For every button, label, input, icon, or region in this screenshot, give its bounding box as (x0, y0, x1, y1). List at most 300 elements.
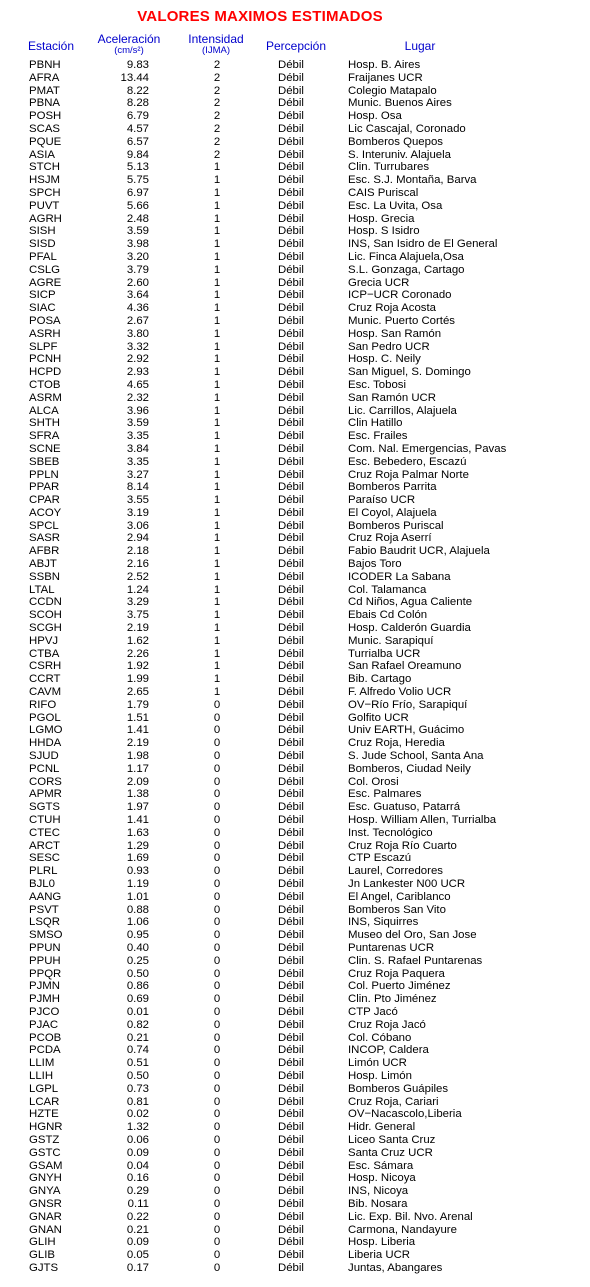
location-name: Hosp. Nicoya (348, 1172, 416, 1185)
station-code: GNYH (29, 1172, 62, 1185)
intensity-value: 0 (213, 903, 221, 916)
table-row (0, 417, 590, 430)
table-row (0, 481, 590, 494)
perception-value: Débil (278, 980, 304, 993)
acceleration-value: 4.36 (126, 302, 149, 315)
intensity-value: 1 (213, 225, 221, 238)
perception-value: Débil (278, 186, 304, 199)
station-code: PCNL (29, 762, 60, 775)
table-row (0, 225, 590, 238)
station-code: HGNR (29, 1121, 63, 1134)
intensity-value: 0 (213, 1223, 221, 1236)
perception-value: Débil (278, 1197, 304, 1210)
location-name: INS, San Isidro de El General (348, 238, 498, 251)
perception-value: Débil (278, 1210, 304, 1223)
page-title: VALORES MAXIMOS ESTIMADOS (137, 8, 383, 25)
intensity-value: 1 (213, 199, 221, 212)
acceleration-value: 2.09 (126, 775, 149, 788)
acceleration-value: 0.95 (126, 929, 149, 942)
location-name: ICP−UCR Coronado (348, 289, 452, 302)
station-code: SCAS (29, 122, 61, 135)
table-row (0, 1134, 590, 1147)
perception-value: Débil (278, 494, 304, 507)
station-code: SSBN (29, 570, 61, 583)
acceleration-value: 0.74 (126, 1044, 149, 1057)
table-row (0, 187, 590, 200)
perception-value: Débil (278, 263, 304, 276)
table-row (0, 545, 590, 558)
intensity-value: 1 (213, 570, 221, 583)
acceleration-value: 1.98 (126, 750, 149, 763)
station-code: GSAM (29, 1159, 63, 1172)
intensity-value: 0 (213, 1133, 221, 1146)
table-row (0, 686, 590, 699)
perception-value: Débil (278, 583, 304, 596)
location-name: Hosp. B. Aires (348, 59, 421, 71)
station-code: PUVT (29, 199, 60, 212)
location-name: San Pedro UCR (348, 340, 430, 353)
table-row (0, 776, 590, 789)
table-row (0, 1185, 590, 1198)
station-code: ASIA (29, 148, 55, 161)
location-name: El Angel, Cariblanco (348, 890, 451, 903)
station-code: LTAL (29, 583, 55, 596)
table-row (0, 1211, 590, 1224)
perception-value: Débil (278, 660, 304, 673)
perception-value: Débil (278, 97, 304, 110)
location-name: CTP Escazú (348, 852, 412, 865)
perception-value: Débil (278, 468, 304, 481)
station-code: GSTZ (29, 1133, 60, 1146)
perception-value: Débil (278, 340, 304, 353)
location-name: Hosp. Osa (348, 110, 402, 123)
station-code: HCPD (29, 366, 62, 379)
perception-value: Débil (278, 1159, 304, 1172)
acceleration-value: 3.64 (126, 289, 149, 302)
perception-value: Débil (278, 686, 304, 699)
perception-value: Débil (278, 250, 304, 263)
table-row (0, 712, 590, 725)
station-code: AGRH (29, 212, 62, 225)
acceleration-value: 1.38 (126, 788, 149, 801)
perception-value: Débil (278, 1057, 304, 1070)
station-code: HPVJ (29, 634, 59, 647)
acceleration-value: 0.22 (126, 1210, 149, 1223)
location-name: INS, Siquirres (348, 916, 419, 929)
table-row (0, 123, 590, 136)
station-code: CCDN (29, 596, 62, 609)
station-code: PCOB (29, 1031, 62, 1044)
perception-value: Débil (278, 916, 304, 929)
acceleration-value: 2.94 (126, 532, 149, 545)
station-code: SICP (29, 289, 56, 302)
location-name: Col. Talamanca (348, 583, 427, 596)
perception-value: Débil (278, 238, 304, 251)
perception-value: Débil (278, 327, 304, 340)
station-code: PJMH (29, 993, 61, 1006)
perception-value: Débil (278, 967, 304, 980)
perception-value: Débil (278, 775, 304, 788)
perception-value: Débil (278, 1249, 304, 1262)
acceleration-value: 3.98 (126, 238, 149, 251)
intensity-value: 1 (213, 494, 221, 507)
location-name: Bomberos Quepos (348, 135, 443, 148)
location-name: Esc. Palmares (348, 788, 422, 801)
location-name: CTP Jacó (348, 1005, 398, 1018)
intensity-value: 1 (213, 302, 221, 315)
acceleration-value: 3.35 (126, 430, 149, 443)
acceleration-value: 0.81 (126, 1095, 149, 1108)
acceleration-value: 1.63 (126, 826, 149, 839)
table-row (0, 1224, 590, 1237)
intensity-value: 2 (213, 110, 221, 123)
perception-value: Débil (278, 1172, 304, 1185)
station-code: SMSO (29, 929, 63, 942)
table-row (0, 916, 590, 929)
perception-value: Débil (278, 1005, 304, 1018)
location-name: S.L. Gonzaga, Cartago (348, 263, 465, 276)
header-intensidad (176, 33, 256, 57)
acceleration-value: 3.32 (126, 340, 149, 353)
table-row (0, 110, 590, 123)
station-code: SISH (29, 225, 56, 238)
intensity-value: 1 (213, 545, 221, 558)
location-name: Cruz Roja Palmar Norte (348, 468, 469, 481)
acceleration-value: 3.06 (126, 519, 149, 532)
perception-value: Débil (278, 302, 304, 315)
location-name: San Rafael Oreamuno (348, 660, 462, 673)
station-code: ASRM (29, 391, 62, 404)
table-row (0, 942, 590, 955)
perception-value: Débil (278, 212, 304, 225)
station-code: PSVT (29, 903, 59, 916)
table-row (0, 1172, 590, 1185)
station-code: CSRH (29, 660, 62, 673)
acceleration-value: 2.92 (126, 353, 149, 366)
station-code: GJTS (29, 1261, 59, 1274)
station-code: APMR (29, 788, 62, 801)
intensity-value: 1 (213, 596, 221, 609)
acceleration-value: 0.09 (126, 1146, 149, 1159)
perception-value: Débil (278, 634, 304, 647)
location-name: Inst. Tecnológico (348, 826, 433, 839)
location-name: Lic Cascajal, Coronado (348, 122, 466, 135)
acceleration-value: 6.57 (126, 135, 149, 148)
table-row (0, 699, 590, 712)
table-row (0, 161, 590, 174)
intensity-value: 1 (213, 647, 221, 660)
station-code: LSQR (29, 916, 61, 929)
acceleration-value: 0.09 (126, 1236, 149, 1249)
location-name: Liberia UCR (348, 1249, 411, 1262)
station-code: LGPL (29, 1082, 59, 1095)
acceleration-value: 3.27 (126, 468, 149, 481)
acceleration-value: 5.13 (126, 161, 149, 174)
station-code: AANG (29, 890, 62, 903)
station-code: SJUD (29, 750, 59, 763)
intensity-value: 1 (213, 186, 221, 199)
perception-value: Débil (278, 558, 304, 571)
acceleration-value: 2.18 (126, 545, 149, 558)
table-row (0, 213, 590, 226)
intensity-value: 2 (213, 59, 221, 71)
intensity-value: 1 (213, 404, 221, 417)
intensity-value: 1 (213, 340, 221, 353)
table-row (0, 980, 590, 993)
station-code: SIAC (29, 302, 56, 315)
intensity-value: 1 (213, 506, 221, 519)
intensity-value: 1 (213, 532, 221, 545)
table-row (0, 852, 590, 865)
perception-value: Débil (278, 993, 304, 1006)
perception-value: Débil (278, 110, 304, 123)
station-code: PPLN (29, 468, 59, 481)
perception-value: Débil (278, 481, 304, 494)
intensity-value: 0 (213, 1108, 221, 1121)
table-row (0, 724, 590, 737)
station-code: ARCT (29, 839, 61, 852)
intensity-value: 0 (213, 1095, 221, 1108)
table-row (0, 673, 590, 686)
acceleration-value: 5.75 (126, 174, 149, 187)
intensity-value: 1 (213, 481, 221, 494)
table-row (0, 353, 590, 366)
location-name: Ebais Cd Colón (348, 609, 428, 622)
station-code: CPAR (29, 494, 60, 507)
table-row (0, 302, 590, 315)
location-name: Hosp. San Ramón (348, 327, 442, 340)
station-code: CCRT (29, 673, 61, 686)
location-name: Golfito UCR (348, 711, 409, 724)
table-row (0, 571, 590, 584)
station-code: PCDA (29, 1044, 61, 1057)
table-row (0, 1121, 590, 1134)
station-code: PGOL (29, 711, 61, 724)
intensity-value: 1 (213, 622, 221, 635)
table-row (0, 507, 590, 520)
intensity-value: 2 (213, 84, 221, 97)
location-name: Clin. Pto Jiménez (348, 993, 437, 1006)
table-row (0, 737, 590, 750)
intensity-value: 1 (213, 250, 221, 263)
station-code: SFRA (29, 430, 60, 443)
location-name: Cruz Roja Paquera (348, 967, 445, 980)
intensity-value: 0 (213, 762, 221, 775)
perception-value: Débil (278, 801, 304, 814)
location-name: Hosp. Calderón Guardia (348, 622, 471, 635)
location-name: S. Jude School, Santa Ana (348, 750, 484, 763)
perception-value: Débil (278, 673, 304, 686)
table-row (0, 1044, 590, 1057)
intensity-value: 2 (213, 97, 221, 110)
station-code: ALCA (29, 404, 59, 417)
acceleration-value: 3.96 (126, 404, 149, 417)
intensity-value: 0 (213, 993, 221, 1006)
table-row (0, 200, 590, 213)
perception-value: Débil (278, 929, 304, 942)
perception-value: Débil (278, 737, 304, 750)
station-code: BJL0 (29, 878, 55, 890)
station-code: CAVM (29, 686, 62, 699)
table-row (0, 520, 590, 533)
acceleration-value: 1.62 (126, 634, 149, 647)
location-name: Esc. Guatuso, Patarrá (348, 801, 461, 814)
location-name: Lic. Exp. Bil. Nvo. Arenal (348, 1210, 473, 1223)
table-row (0, 865, 590, 878)
acceleration-value: 2.16 (126, 558, 149, 571)
perception-value: Débil (278, 84, 304, 97)
perception-value: Débil (278, 1133, 304, 1146)
station-code: HSJM (29, 174, 61, 187)
intensity-value: 0 (213, 711, 221, 724)
table-row (0, 1032, 590, 1045)
station-code: AFRA (29, 71, 60, 84)
perception-value: Débil (278, 404, 304, 417)
acceleration-value: 2.65 (126, 686, 149, 699)
location-name: INCOP, Caldera (348, 1044, 429, 1057)
station-code: STCH (29, 161, 61, 174)
table-row (0, 955, 590, 968)
table-row (0, 443, 590, 456)
station-code: PJMN (29, 980, 61, 993)
perception-value: Débil (278, 941, 304, 954)
table-row (0, 1147, 590, 1160)
location-name: Bomberos Puriscal (348, 519, 444, 532)
acceleration-value: 0.06 (126, 1133, 149, 1146)
intensity-value: 0 (213, 890, 221, 903)
header-lugar (345, 40, 495, 52)
intensity-value: 0 (213, 980, 221, 993)
perception-value: Débil (278, 1018, 304, 1031)
intensity-value: 0 (213, 1044, 221, 1057)
station-code: LLIH (29, 1069, 54, 1082)
perception-value: Débil (278, 1261, 304, 1274)
station-code: LGMO (29, 724, 63, 737)
perception-value: Débil (278, 506, 304, 519)
acceleration-value: 1.97 (126, 801, 149, 814)
perception-value: Débil (278, 1044, 304, 1057)
table-row (0, 660, 590, 673)
station-code: GLIH (29, 1236, 56, 1249)
header-intensidad-label: Intensidad (188, 32, 244, 46)
location-name: Cruz Roja, Cariari (348, 1095, 439, 1108)
location-name: Hosp. S Isidro (348, 225, 420, 238)
acceleration-value: 6.79 (126, 110, 149, 123)
table-row (0, 648, 590, 661)
location-name: Limón UCR (348, 1057, 407, 1070)
acceleration-value: 0.69 (126, 993, 149, 1006)
table-row (0, 251, 590, 264)
acceleration-value: 8.28 (126, 97, 149, 110)
acceleration-value: 4.57 (126, 122, 149, 135)
perception-value: Débil (278, 455, 304, 468)
intensity-value: 0 (213, 1005, 221, 1018)
acceleration-value: 0.21 (126, 1031, 149, 1044)
table-row (0, 788, 590, 801)
location-name: Laurel, Corredores (348, 865, 443, 878)
location-name: Santa Cruz UCR (348, 1146, 433, 1159)
station-code: PBNH (29, 59, 61, 71)
table-row (0, 1236, 590, 1249)
location-name: Cruz Roja Acosta (348, 302, 436, 315)
table-row (0, 149, 590, 162)
perception-value: Débil (278, 788, 304, 801)
acceleration-value: 4.65 (126, 378, 149, 391)
perception-value: Débil (278, 1069, 304, 1082)
perception-value: Débil (278, 199, 304, 212)
perception-value: Débil (278, 609, 304, 622)
intensity-value: 0 (213, 1057, 221, 1070)
intensity-value: 1 (213, 519, 221, 532)
acceleration-value: 0.29 (126, 1185, 149, 1198)
station-code: PLRL (29, 865, 58, 878)
perception-value: Débil (278, 570, 304, 583)
acceleration-value: 0.50 (126, 967, 149, 980)
header-lugar-label: Lugar (404, 39, 436, 53)
acceleration-value: 1.29 (126, 839, 149, 852)
location-name: Museo del Oro, San Jose (348, 929, 477, 942)
table-row (0, 878, 590, 891)
acceleration-value: 0.21 (126, 1223, 149, 1236)
table-row (0, 469, 590, 482)
table-row (0, 622, 590, 635)
intensity-value: 0 (213, 724, 221, 737)
intensity-value: 1 (213, 455, 221, 468)
location-name: Hosp. William Allen, Turrialba (348, 814, 497, 827)
perception-value: Débil (278, 762, 304, 775)
table-row (0, 1083, 590, 1096)
table-row (0, 1096, 590, 1109)
intensity-value: 0 (213, 1197, 221, 1210)
intensity-value: 1 (213, 263, 221, 276)
station-code: SBEB (29, 455, 60, 468)
perception-value: Débil (278, 378, 304, 391)
station-code: SLPF (29, 340, 58, 353)
acceleration-value: 1.99 (126, 673, 149, 686)
table-row (0, 1262, 590, 1275)
table-row (0, 1019, 590, 1032)
table-row (0, 97, 590, 110)
table-row (0, 430, 590, 443)
station-code: RIFO (29, 698, 57, 711)
acceleration-value: 0.25 (126, 954, 149, 967)
station-code: GSTC (29, 1146, 61, 1159)
perception-value: Débil (278, 366, 304, 379)
location-name: Turrialba UCR (348, 647, 421, 660)
location-name: Carmona, Nandayure (348, 1223, 457, 1236)
perception-value: Débil (278, 122, 304, 135)
acceleration-value: 3.19 (126, 506, 149, 519)
intensity-value: 1 (213, 442, 221, 455)
station-code: PPQR (29, 967, 62, 980)
acceleration-value: 9.84 (126, 148, 149, 161)
perception-value: Débil (278, 954, 304, 967)
table-row (0, 238, 590, 251)
location-name: Cd Niños, Agua Caliente (348, 596, 473, 609)
location-name: Bomberos Parrita (348, 481, 437, 494)
location-name: Hosp. Limón (348, 1069, 412, 1082)
table-row (0, 315, 590, 328)
station-code: PJCO (29, 1005, 60, 1018)
acceleration-value: 1.79 (126, 698, 149, 711)
location-name: Col. Puerto Jiménez (348, 980, 451, 993)
perception-value: Débil (278, 1185, 304, 1198)
intensity-value: 1 (213, 327, 221, 340)
acceleration-value: 13.44 (120, 71, 149, 84)
perception-value: Débil (278, 1121, 304, 1134)
station-code: PFAL (29, 250, 57, 263)
table-row (0, 1006, 590, 1019)
